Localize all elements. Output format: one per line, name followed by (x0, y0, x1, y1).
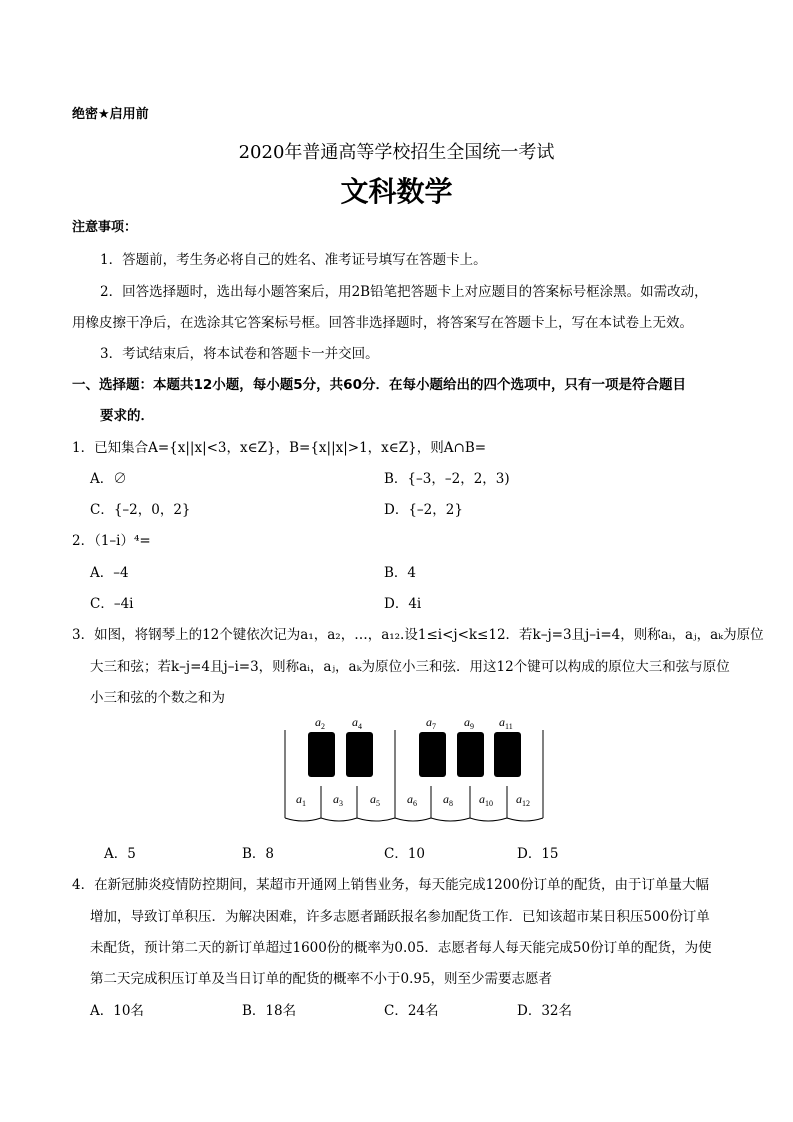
q4-option-d: D．32名 (517, 1003, 573, 1019)
q3-line2: 大三和弦；若k–j=4且j–i=3，则称aᵢ，aⱼ，aₖ为原位小三和弦．用这12个键可以构成的原位大三和弦与原位 (90, 659, 730, 675)
q3-option-b: B．8 (242, 846, 275, 862)
q3-option-a: A．5 (104, 846, 136, 862)
label-a9: $a_9$ (464, 715, 474, 731)
piano-bottom-edge (285, 818, 543, 821)
q4-option-a: A．10名 (90, 1003, 144, 1019)
black-key-a9 (457, 732, 484, 777)
notice-heading: 注意事项： (72, 220, 138, 235)
label-a11: $a_{11}$ (499, 715, 513, 731)
q3-line3: 小三和弦的个数之和为 (90, 690, 225, 706)
label-a6: $a_6$ (407, 792, 417, 808)
secret-label: 绝密★启用前 (72, 107, 149, 122)
label-a12: $a_{12}$ (516, 792, 530, 808)
section-heading-line1: 一、选择题：本题共12小题，每小题5分，共60分．在每小题给出的四个选项中，只有一项是符合题目 (72, 377, 686, 393)
q1-option-a: A．∅ (90, 471, 127, 487)
q1-stem: 1．已知集合A={x||x|<3，x∈Z}，B={x||x|>1，x∈Z}，则A∩B= (72, 440, 487, 456)
q4-option-c: C．24名 (384, 1003, 439, 1019)
notice-item-1: 1．答题前，考生务必将自己的姓名、准考证号填写在答题卡上。 (100, 252, 487, 268)
label-a8: $a_8$ (443, 792, 453, 808)
q3-option-c: C．10 (384, 846, 426, 862)
section-heading-line2: 要求的． (100, 408, 154, 424)
notice-item-2-line1: 2．回答选择题时，选出每小题答案后，用2B铅笔把答题卡上对应题目的答案标号框涂黑。如需改动， (100, 284, 708, 300)
notice-item-2-line2: 用橡皮擦干净后，在选涂其它答案标号框。回答非选择题时，将答案写在答题卡上，写在本试卷上无效。 (72, 315, 693, 331)
q3-option-d: D．15 (517, 846, 559, 862)
q2-stem: 2．（1–i）⁴= (72, 533, 151, 549)
label-a3: $a_3$ (333, 792, 343, 808)
q1-option-b: B．{–3，–2，2，3) (384, 471, 510, 487)
label-a5: $a_5$ (370, 792, 380, 808)
subject-title: 文科数学 (340, 175, 453, 208)
notice-item-3: 3．考试结束后，将本试卷和答题卡一并交回。 (100, 346, 379, 362)
q4-line3: 未配货，预计第二天的新订单超过1600份的概率为0.05．志愿者每人每天能完成50份订单的配货，为使 (90, 940, 712, 956)
exam-title: 2020年普通高等学校招生全国统一考试 (238, 142, 555, 163)
q2-option-a: A．–4 (90, 565, 129, 581)
black-key-a2 (308, 732, 335, 777)
q4-line1: 4．在新冠肺炎疫情防控期间，某超市开通网上销售业务，每天能完成1200份订单的配货，由于订单量大幅 (72, 877, 709, 893)
q4-line4: 第二天完成积压订单及当日订单的配货的概率不小于0.95，则至少需要志愿者 (90, 971, 553, 987)
q4-option-b: B．18名 (242, 1003, 297, 1019)
black-key-a7 (419, 732, 446, 777)
black-key-a11 (494, 732, 521, 777)
q2-option-b: B．4 (384, 565, 417, 581)
label-a7: $a_7$ (426, 715, 436, 731)
q1-option-d: D．{–2，2} (384, 502, 463, 518)
label-a1: $a_1$ (296, 792, 306, 808)
q1-option-c: C．{–2，0，2} (90, 502, 191, 518)
piano-keyboard-figure (280, 712, 550, 827)
label-a4: $a_4$ (352, 715, 362, 731)
label-a10: $a_{10}$ (479, 792, 493, 808)
q2-option-c: C．–4i (90, 596, 134, 612)
q2-option-d: D．4i (384, 596, 422, 612)
q3-line1: 3．如图，将钢琴上的12个键依次记为a₁，a₂，…，a₁₂.设1≤i<j<k≤12．若k–j=3且j–i=4，则称aᵢ，aⱼ，aₖ为原位 (72, 627, 764, 643)
label-a2: $a_2$ (315, 715, 325, 731)
black-key-a4 (346, 732, 373, 777)
q4-line2: 增加，导致订单积压．为解决困难，许多志愿者踊跃报名参加配货工作．已知该超市某日积压500份订单 (90, 909, 710, 925)
